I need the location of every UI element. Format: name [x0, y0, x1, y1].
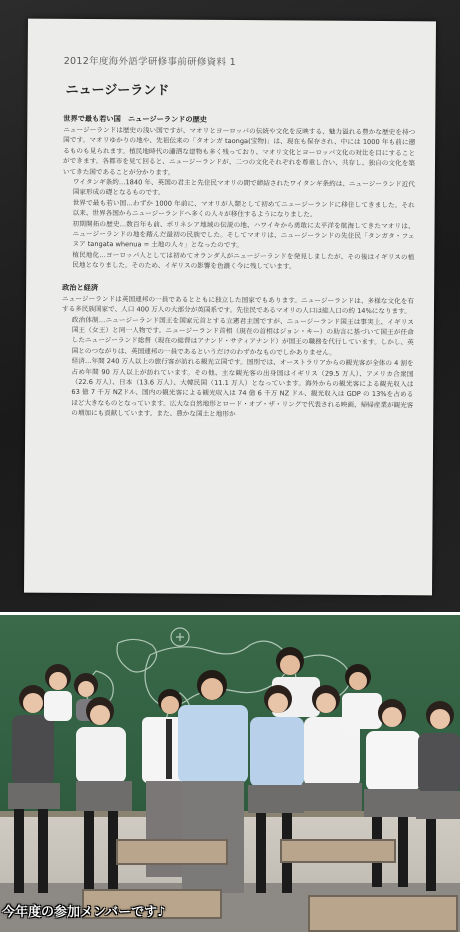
student-2: [44, 664, 72, 721]
desk-front-center: [280, 839, 396, 863]
history-colonization: 植民地化…ヨーロッパ人としては初めてオランダ人がニュージーランドを発見しましたが、その後はイギリスの植民地となりました。そのため、イギリスの影響を色濃く今に残しています。: [72, 250, 415, 271]
section-heading-politics: 政治と経済: [62, 282, 99, 292]
politics-system: 政治体制…ニュージーランド国王を国家元首とする立憲君主国ですが、ニュージーランド国王は事実上、イギリス国王（女王）と同一人物です。ニュージーランド首相（現在の首相はジョン・キー）の助言に基づいて国王が任命したニュージーランド総督（現在の総督はアナンド・サティアナンド）が国王の職務を代行しています。しかし、英国とのつながりは、英国連邦の一員であるというだけのわずかなものでしかありません。: [71, 315, 414, 357]
history-intro: ニュージーランドは歴史の浅い国ですが、マオリとヨーロッパの伝統や文化を反映する、魅力溢れる豊かな歴史を持つ国です。マオリゆかりの地や、先祖伝来の「タオンガ taonga(宝物)」は、現在も保存され、中には 1000 年も前に遡るものも見られます。植民地時代の瀟洒な建物も多く残っており、マオリ文化とヨーロッパ文化の対比を目にすることができます。各都市を見て回ると、ニュージーランドが、二つの文化それぞれを尊重し合い、共存し、独自の文化を築いてきた国であることが分かります。: [62, 125, 416, 177]
students-illustration: [0, 615, 460, 932]
student-12: [416, 701, 460, 891]
desk-bottom-right: [308, 895, 458, 932]
desk-front-left: [116, 839, 228, 865]
document-title: ニュージーランド: [65, 82, 170, 99]
politics-intro: ニュージーランドは英国連邦の一員であるとともに独立した国家でもあります。ニュージーランドは、多様な文化を有する多民族国家で、人口 400 万人の大部分が英国系です。先住民であるマオリの人口は総人口の約 14%になります。: [61, 294, 415, 316]
handout-page: [24, 19, 436, 596]
document-header: 2012年度海外語学研修事前研修資料 1: [63, 55, 236, 69]
photo-caption: 今年度の参加メンバーです♪: [2, 905, 166, 920]
group-photo: [0, 615, 460, 932]
section-heading-history: 世界で最も若い国 ニュージーランドの歴史: [63, 113, 207, 124]
student-10: [342, 664, 382, 729]
politics-economy: 経済…年間 240 万人以上の旅行客が訪れる観光立国です。国別では、オーストラリアからの観光客が全体の 4 割を占め年間 90 万人以上が訪れています。その他、主な観光客の出身国はイギリス（29.5 万人）、アメリカ合衆国（22.6 万人）、日本（13.6 万人）、大韓民国（11.1 万人）となっています。海外からの観光客による観光収入は 63 億 7 千万 NZドル、国内の観光客による観光収入は 74 億 6 千万 NZ ドル、観光収入は GDP の 13%を占めるほど大きなものとなっています。広大な自然地形とロード・オブ・ザ・リングで代表される映画、帰帰産業が観光客の増加にも貢献しています。また、豊かな国土と地形か: [71, 357, 414, 419]
history-youngest: 世界で最も若い国…わずか 1000 年前に、マオリが人類として初めてニュージーランドに移住してきました。それ以来、世界各国からニュージーランドへ多くの人々が移住するようになりました。: [72, 198, 415, 219]
history-waitangi: ワイタンギ条約…1840 年、英国の君主と先住民マオリの間で締結されたワイタンギ条約は、ニュージーランド近代国家形成の礎となるものです。: [72, 177, 415, 197]
history-early: 初期開拓の歴史…数百年も前、ポリネシア地域の伝説の地、ハワイキから勇敢に太平洋を航海してきたマオリは、ニュージーランドの地を踏んだ最初の民族でした。そしてマオリは、ニュージーランドの先住民「タンガタ・フェヌア tangata whenua = 土地の人々」となったのです。: [72, 219, 415, 250]
